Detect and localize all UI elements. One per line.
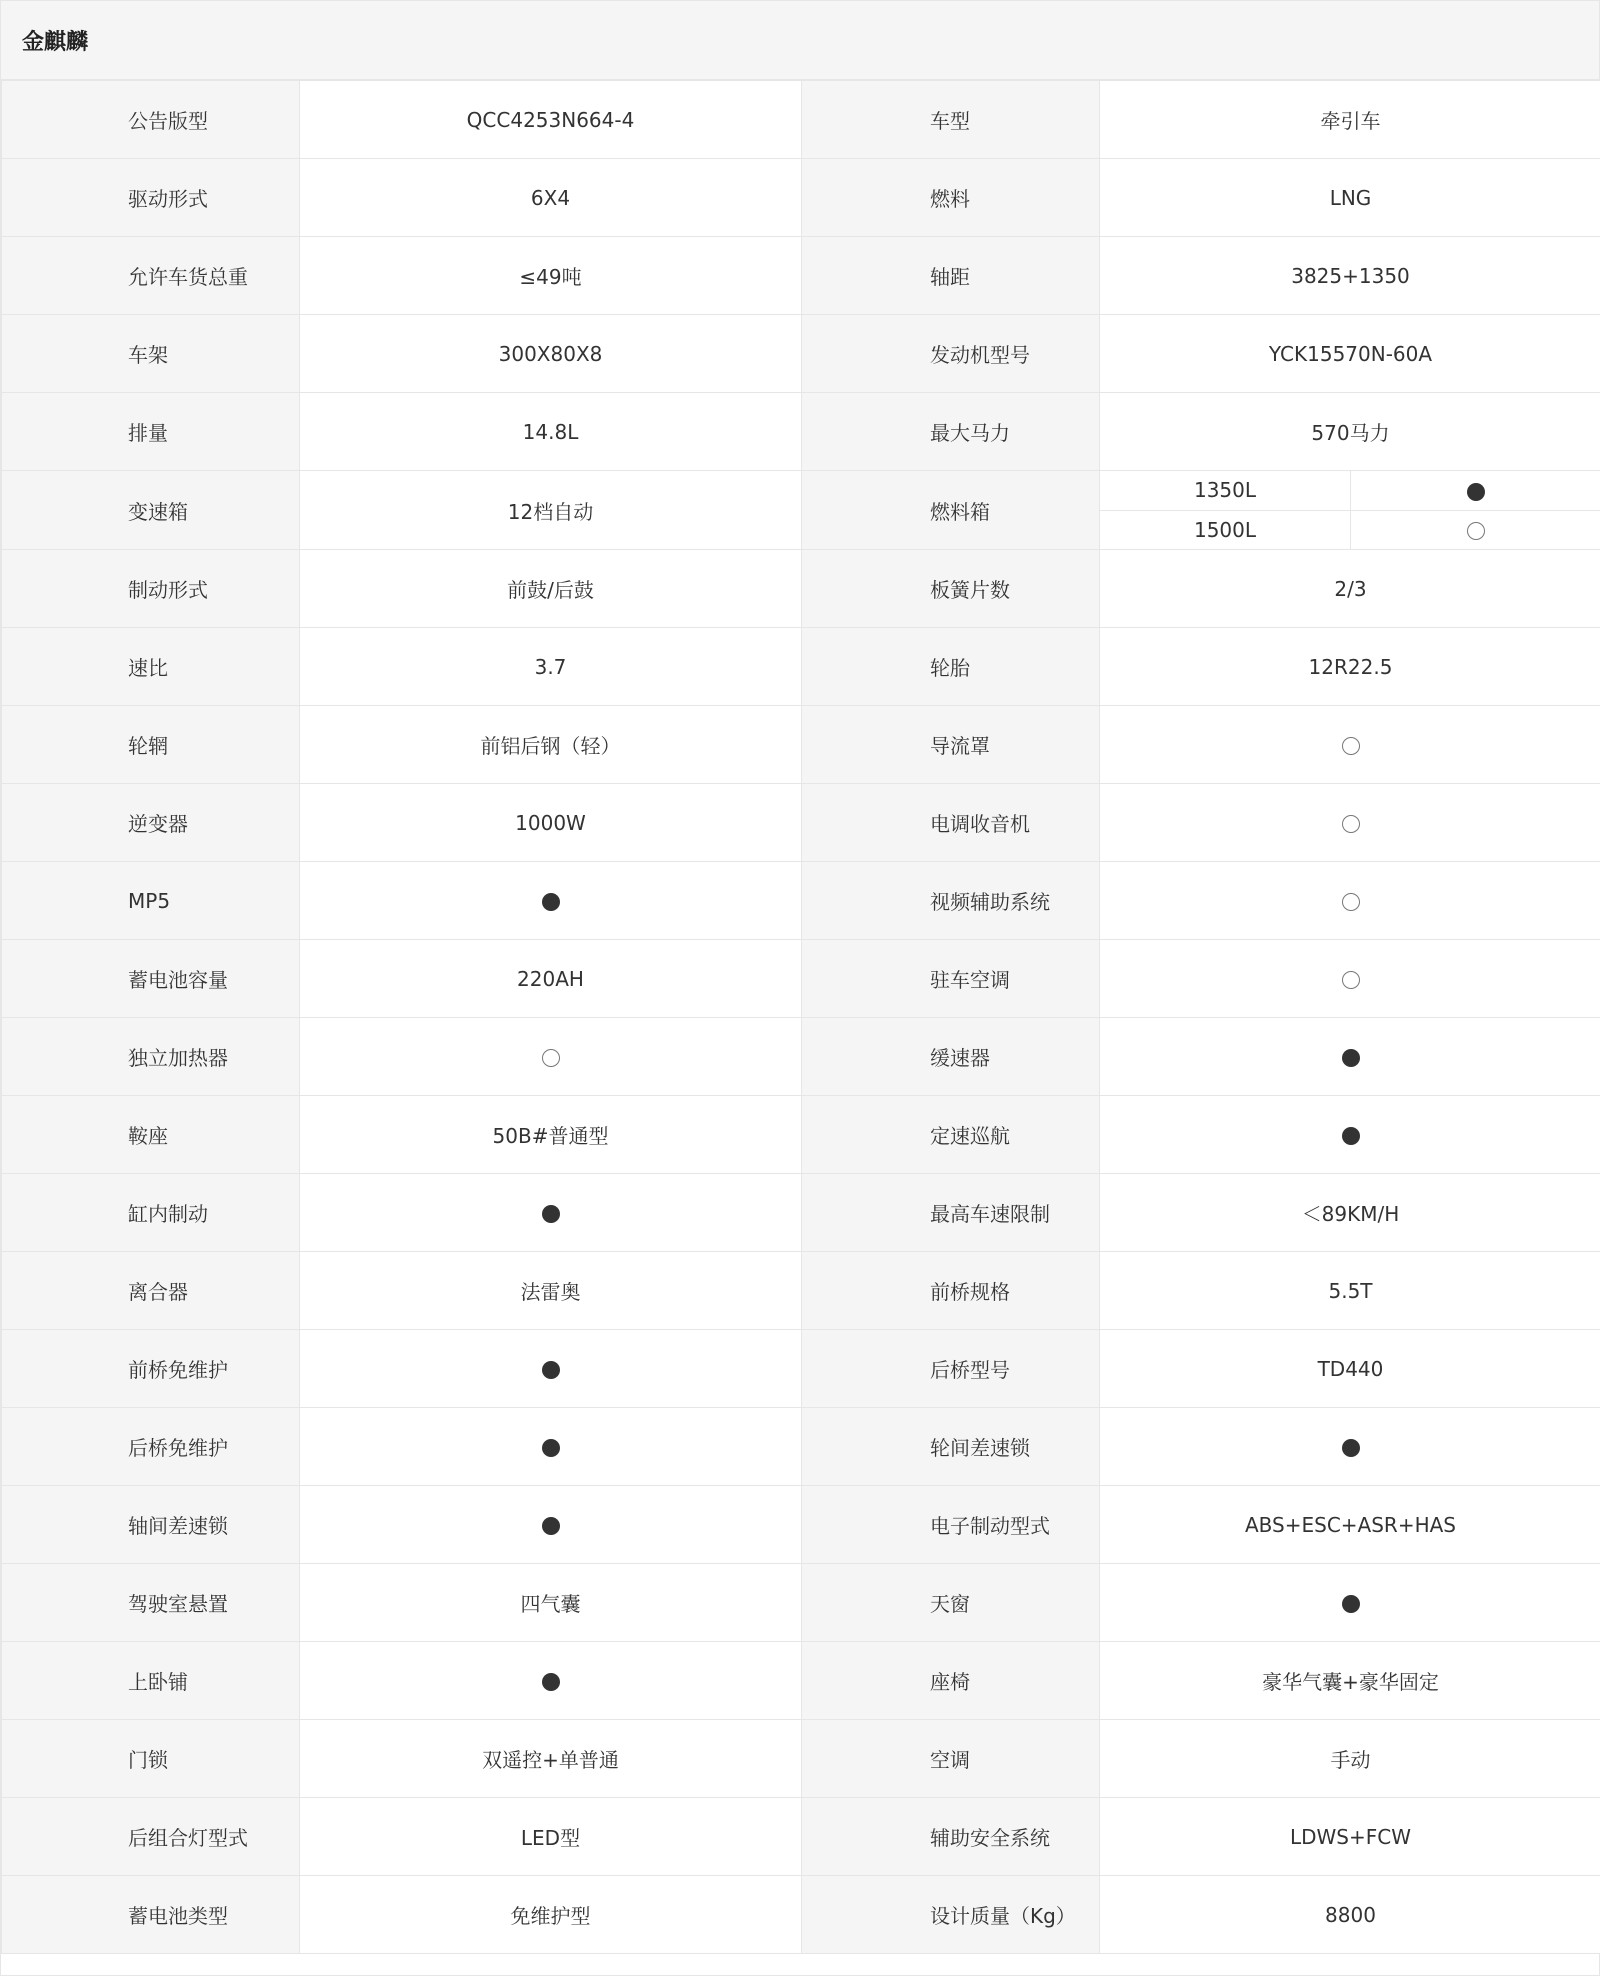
spec-row bbox=[2, 1486, 1600, 1564]
standard-feature-icon bbox=[542, 1361, 560, 1379]
spec-value: 1000W bbox=[300, 784, 802, 862]
spec-value bbox=[1100, 1018, 1600, 1096]
spec-value: YCK15570N-60A bbox=[1100, 315, 1600, 393]
spec-label: 空调 bbox=[802, 1720, 1100, 1798]
spec-label: 视频辅助系统 bbox=[802, 862, 1100, 940]
spec-value: LNG bbox=[1100, 159, 1600, 237]
spec-value: LDWS+FCW bbox=[1100, 1798, 1600, 1876]
spec-row bbox=[2, 1642, 1600, 1720]
spec-label: 门锁 bbox=[2, 1720, 300, 1798]
spec-label: 后桥免维护 bbox=[2, 1408, 300, 1486]
spec-label: 板簧片数 bbox=[802, 550, 1100, 628]
spec-row bbox=[2, 628, 1600, 706]
spec-value: 法雷奥 bbox=[300, 1252, 802, 1330]
spec-value: 12R22.5 bbox=[1100, 628, 1600, 706]
spec-label: 制动形式 bbox=[2, 550, 300, 628]
spec-value: ≤49吨 bbox=[300, 237, 802, 315]
spec-label: 独立加热器 bbox=[2, 1018, 300, 1096]
spec-value: 300X80X8 bbox=[300, 315, 802, 393]
spec-label: 前桥规格 bbox=[802, 1252, 1100, 1330]
spec-row bbox=[2, 1174, 1600, 1252]
spec-value: 3825+1350 bbox=[1100, 237, 1600, 315]
spec-label: 驾驶室悬置 bbox=[2, 1564, 300, 1642]
standard-feature-icon bbox=[1342, 1439, 1360, 1457]
spec-row bbox=[2, 1564, 1600, 1642]
spec-label: 轮辋 bbox=[2, 706, 300, 784]
spec-value bbox=[1100, 1096, 1600, 1174]
spec-value bbox=[300, 1174, 802, 1252]
spec-row bbox=[2, 1798, 1600, 1876]
standard-feature-icon bbox=[542, 1205, 560, 1223]
spec-value: 四气囊 bbox=[300, 1564, 802, 1642]
spec-label: 前桥免维护 bbox=[2, 1330, 300, 1408]
spec-row bbox=[2, 237, 1600, 315]
spec-label: 轮间差速锁 bbox=[802, 1408, 1100, 1486]
spec-value bbox=[300, 1642, 802, 1720]
spec-row bbox=[2, 706, 1600, 784]
spec-value bbox=[1100, 862, 1600, 940]
spec-label: 缓速器 bbox=[802, 1018, 1100, 1096]
spec-label: 轮胎 bbox=[802, 628, 1100, 706]
spec-row bbox=[2, 315, 1600, 393]
spec-value bbox=[1100, 784, 1600, 862]
spec-value bbox=[300, 1486, 802, 1564]
spec-value: 牵引车 bbox=[1100, 81, 1600, 159]
standard-feature-icon bbox=[542, 1673, 560, 1691]
spec-value: 5.5T bbox=[1100, 1252, 1600, 1330]
optional-feature-icon bbox=[1467, 522, 1485, 540]
spec-value: 前铝后钢（轻） bbox=[300, 706, 802, 784]
spec-value: TD440 bbox=[1100, 1330, 1600, 1408]
spec-row bbox=[2, 862, 1600, 940]
spec-row bbox=[2, 393, 1600, 471]
fuel-tank-availability bbox=[1351, 471, 1600, 510]
spec-label: 天窗 bbox=[802, 1564, 1100, 1642]
fuel-tank-capacity: 1350L bbox=[1100, 471, 1351, 510]
spec-label: 发动机型号 bbox=[802, 315, 1100, 393]
sheet-title: 金麒麟 bbox=[1, 1, 1599, 80]
spec-row bbox=[2, 1408, 1600, 1486]
spec-label: 公告版型 bbox=[2, 81, 300, 159]
fuel-tank-availability bbox=[1351, 510, 1600, 549]
spec-value: 3.7 bbox=[300, 628, 802, 706]
spec-label: 变速箱 bbox=[2, 471, 300, 550]
spec-row bbox=[2, 1330, 1600, 1408]
spec-label: 辅助安全系统 bbox=[802, 1798, 1100, 1876]
spec-label: 鞍座 bbox=[2, 1096, 300, 1174]
spec-label: 电调收音机 bbox=[802, 784, 1100, 862]
standard-feature-icon bbox=[1467, 483, 1485, 501]
spec-value bbox=[1100, 706, 1600, 784]
spec-value: 14.8L bbox=[300, 393, 802, 471]
spec-value: 570马力 bbox=[1100, 393, 1600, 471]
spec-value bbox=[1100, 1564, 1600, 1642]
fuel-tank-option bbox=[1100, 471, 1600, 510]
spec-value bbox=[1100, 940, 1600, 1018]
standard-feature-icon bbox=[1342, 1049, 1360, 1067]
fuel-tank-options bbox=[1100, 471, 1600, 549]
spec-label: 速比 bbox=[2, 628, 300, 706]
spec-label: 蓄电池类型 bbox=[2, 1876, 300, 1954]
spec-value bbox=[1100, 1408, 1600, 1486]
spec-value: 6X4 bbox=[300, 159, 802, 237]
standard-feature-icon bbox=[1342, 1595, 1360, 1613]
spec-label: 设计质量（Kg） bbox=[802, 1876, 1100, 1954]
spec-value: 前鼓/后鼓 bbox=[300, 550, 802, 628]
fuel-tank-capacity: 1500L bbox=[1100, 510, 1351, 549]
spec-row bbox=[2, 159, 1600, 237]
spec-label: 驻车空调 bbox=[802, 940, 1100, 1018]
spec-label: 座椅 bbox=[802, 1642, 1100, 1720]
spec-label: 电子制动型式 bbox=[802, 1486, 1100, 1564]
spec-value: ABS+ESC+ASR+HAS bbox=[1100, 1486, 1600, 1564]
spec-value: 8800 bbox=[1100, 1876, 1600, 1954]
spec-value bbox=[1100, 471, 1600, 550]
spec-label: 最高车速限制 bbox=[802, 1174, 1100, 1252]
optional-feature-icon bbox=[1342, 893, 1360, 911]
spec-label: 蓄电池容量 bbox=[2, 940, 300, 1018]
spec-label: 后桥型号 bbox=[802, 1330, 1100, 1408]
spec-table bbox=[1, 80, 1600, 1954]
optional-feature-icon bbox=[1342, 815, 1360, 833]
standard-feature-icon bbox=[542, 893, 560, 911]
spec-value bbox=[300, 1018, 802, 1096]
spec-value: ＜89KM/H bbox=[1100, 1174, 1600, 1252]
spec-label: 上卧铺 bbox=[2, 1642, 300, 1720]
fuel-tank-option bbox=[1100, 510, 1600, 549]
spec-label: 允许车货总重 bbox=[2, 237, 300, 315]
spec-label: 定速巡航 bbox=[802, 1096, 1100, 1174]
spec-label: 最大马力 bbox=[802, 393, 1100, 471]
standard-feature-icon bbox=[1342, 1127, 1360, 1145]
spec-value: 50B#普通型 bbox=[300, 1096, 802, 1174]
spec-value bbox=[300, 1330, 802, 1408]
spec-label: 车型 bbox=[802, 81, 1100, 159]
spec-value: 豪华气囊+豪华固定 bbox=[1100, 1642, 1600, 1720]
spec-label: 逆变器 bbox=[2, 784, 300, 862]
spec-label: 排量 bbox=[2, 393, 300, 471]
spec-value bbox=[300, 862, 802, 940]
spec-value: 双遥控+单普通 bbox=[300, 1720, 802, 1798]
spec-row bbox=[2, 784, 1600, 862]
optional-feature-icon bbox=[1342, 971, 1360, 989]
optional-feature-icon bbox=[542, 1049, 560, 1067]
spec-label: 车架 bbox=[2, 315, 300, 393]
spec-value: 12档自动 bbox=[300, 471, 802, 550]
spec-label: 燃料箱 bbox=[802, 471, 1100, 550]
spec-label: 导流罩 bbox=[802, 706, 1100, 784]
spec-label: 轴距 bbox=[802, 237, 1100, 315]
spec-table-body bbox=[2, 81, 1600, 1954]
spec-value: QCC4253N664-4 bbox=[300, 81, 802, 159]
spec-row bbox=[2, 940, 1600, 1018]
spec-label: 轴间差速锁 bbox=[2, 1486, 300, 1564]
spec-label: 离合器 bbox=[2, 1252, 300, 1330]
spec-row bbox=[2, 1018, 1600, 1096]
spec-row bbox=[2, 1876, 1600, 1954]
spec-label: 驱动形式 bbox=[2, 159, 300, 237]
spec-row bbox=[2, 81, 1600, 159]
spec-row bbox=[2, 1720, 1600, 1798]
spec-value: LED型 bbox=[300, 1798, 802, 1876]
standard-feature-icon bbox=[542, 1439, 560, 1457]
spec-row bbox=[2, 1252, 1600, 1330]
spec-value bbox=[300, 1408, 802, 1486]
optional-feature-icon bbox=[1342, 737, 1360, 755]
spec-row bbox=[2, 550, 1600, 628]
spec-value: 2/3 bbox=[1100, 550, 1600, 628]
spec-row bbox=[2, 471, 1600, 550]
spec-value: 手动 bbox=[1100, 1720, 1600, 1798]
standard-feature-icon bbox=[542, 1517, 560, 1535]
spec-row bbox=[2, 1096, 1600, 1174]
spec-label: 后组合灯型式 bbox=[2, 1798, 300, 1876]
spec-label: 缸内制动 bbox=[2, 1174, 300, 1252]
spec-value: 220AH bbox=[300, 940, 802, 1018]
spec-value: 免维护型 bbox=[300, 1876, 802, 1954]
spec-label: 燃料 bbox=[802, 159, 1100, 237]
spec-label: MP5 bbox=[2, 862, 300, 940]
